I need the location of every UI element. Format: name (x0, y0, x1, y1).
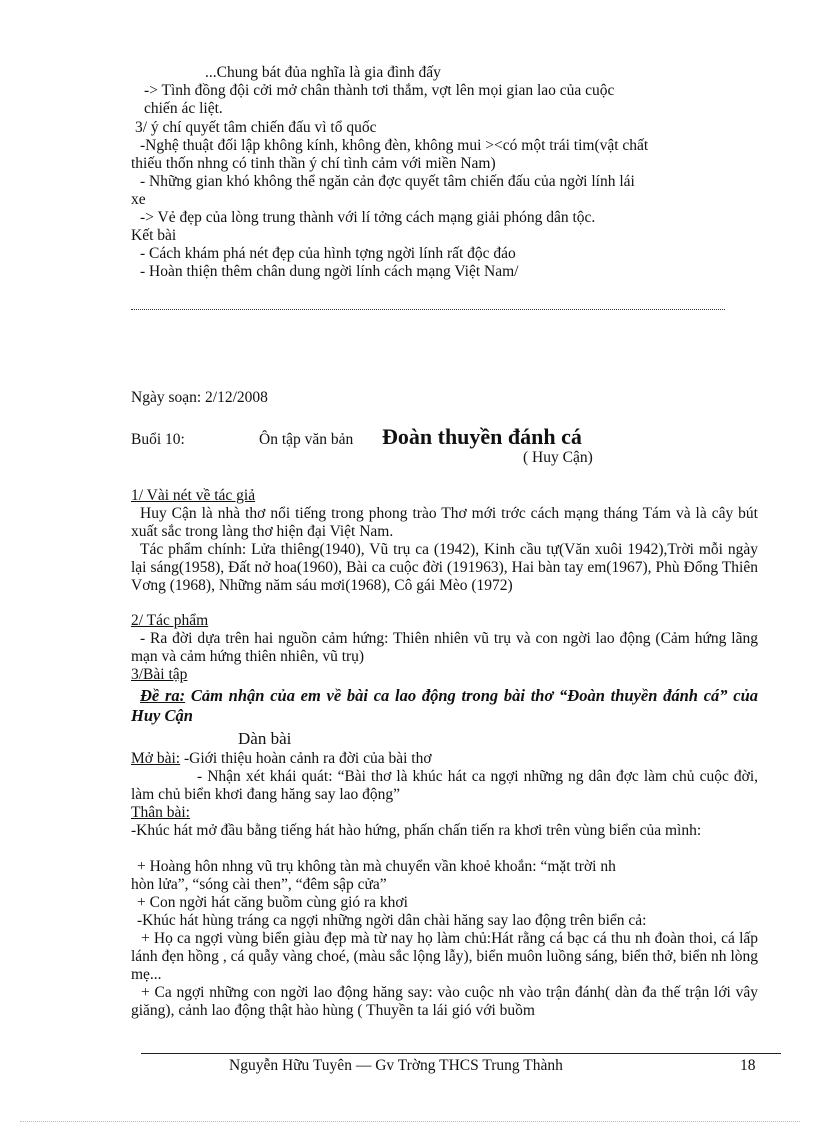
text-line: Kết bài (131, 227, 177, 244)
text-line: - Những gian khó không thể ngăn cản đợc quyết tâm chiến đấu của ngời lính lái (140, 173, 635, 190)
paragraph: -Khúc hát mở đầu bằng tiếng hát hào hứng, phấn chấn tiến ra khơi trên vùng biển của mình: (131, 822, 702, 839)
prompt-label: Đề ra: (140, 686, 186, 705)
paragraph: - Ra đời dựa trên hai nguồn cảm hứng: Thiên nhiên vũ trụ và con ngời lao động (Cảm hứng lãng mạn và cảm hứng thiên nhiên, vũ trụ) (131, 630, 758, 665)
text-line: + Hoàng hôn nhng vũ trụ không tàn mà chuyển vần khoẻ khoắn: “mặt trời nh (137, 858, 616, 875)
text-line: xe (131, 191, 146, 208)
text-line: -Nghệ thuật đối lập không kính, không đèn, không mui ><có một trái tim(vật chất (140, 137, 649, 154)
section-heading: 3/Bài tập (131, 666, 188, 683)
text-line: - Hoàn thiện thêm chân dung ngời lính cách mạng Việt Nam/ (140, 263, 519, 280)
page-number: 18 (740, 1057, 756, 1074)
outline-title: Dàn bài (238, 729, 292, 748)
text-line: thiếu thốn nhng có tinh thần ý chí tình cảm với miền Nam) (131, 155, 496, 172)
dotted-separator (131, 307, 725, 310)
text-line: - Cách khám phá nét đẹp của hình tợng ngời lính rất độc đáo (140, 245, 516, 262)
prompt-text: Cảm nhận của em về bài ca lao động trong bài thơ “Đoàn thuyền đánh cá” của Huy Cận (131, 686, 758, 725)
footer-text: Nguyễn Hữu Tuyên — Gv Trờng THCS Trung Thành (229, 1057, 563, 1074)
text-line: hòn lửa”, “sóng cài then”, “đêm sập cửa” (131, 876, 387, 893)
section-heading: 1/ Vài nét về tác giả (131, 487, 256, 504)
lesson-prefix: Ôn tập văn bản (259, 431, 354, 448)
text-line: -> Vẻ đẹp của lòng trung thành với lí tởng cách mạng giải phóng dân tộc. (140, 209, 596, 226)
paragraph: Tác phẩm chính: Lửa thiêng(1940), Vũ trụ ca (1942), Kinh cầu tự(Văn xuôi 1942),Trời mỗi ngày lại sáng(1958), Đất nở hoa(1960), Bài ca cuộc đời (191963), Hai bàn tay em(1967), Phù Đổng Thiên Vơng (1968), Những năm sáu mơi(1968), Cô gái Mèo (1972) (131, 541, 758, 594)
paragraph: + Ca ngợi những con ngời lao động hăng say: vào cuộc nh vào trận đánh( dàn đa thế trận lới vây giăng), cảnh lao động thật hào hùng ( Thuyền ta lái gió với buồm (131, 984, 758, 1019)
lesson-title: Đoàn thuyền đánh cá (382, 424, 582, 449)
text-line: -> Tình đồng đội cởi mở chân thành tơi thắm, vợt lên mọi gian lao của cuộc (144, 82, 615, 99)
text-line: ...Chung bát đủa nghĩa là gia đình đấy (205, 64, 441, 81)
session-label: Buổi 10: (131, 431, 185, 448)
date-line: Ngày soạn: 2/12/2008 (131, 389, 268, 406)
text-line: + Con ngời hát căng buồm cùng gió ra khơi (137, 894, 408, 911)
text-line: 3/ ý chí quyết tâm chiến đấu vì tổ quốc (135, 119, 377, 136)
author-line: ( Huy Cận) (523, 449, 593, 466)
intro-label: Mở bài: (131, 750, 181, 767)
paragraph: + Họ ca ngợi vùng biển giàu đẹp mà từ nay họ làm chủ:Hát rằng cá bạc cá thu nh đoàn thoi, cá lấp lánh đẹn hồng , cá quẫy vàng choé, (màu sắc lộng lẫy), biển muôn luồng sáng, biển thở, biển nh lòng mẹ... (131, 930, 758, 983)
text-line: -Khúc hát hùng tráng ca ngợi những ngời dân chài hăng say lao động trên biển cả: (137, 912, 647, 929)
footer-rule (141, 1053, 781, 1054)
page-bottom-border (20, 1121, 800, 1122)
section-heading: 2/ Tác phẩm (131, 612, 209, 629)
text-line: chiến ác liệt. (144, 100, 223, 117)
assignment-prompt (131, 686, 758, 726)
paragraph: - Nhận xét khái quát: “Bài thơ là khúc hát ca ngợi những ng dân đợc làm chủ cuộc đời, làm chủ biển khơi đang hăng say lao động” (131, 768, 758, 803)
intro-text: -Giới thiệu hoàn cảnh ra đời của bài thơ (180, 750, 432, 767)
body-label: Thân bài: (131, 804, 190, 821)
intro-line (131, 750, 432, 768)
paragraph: Huy Cận là nhà thơ nổi tiếng trong phong trào Thơ mới trớc cách mạng tháng Tám và là cây bút xuất sắc trong làng thơ hiện đại Việt Nam. (131, 505, 758, 540)
